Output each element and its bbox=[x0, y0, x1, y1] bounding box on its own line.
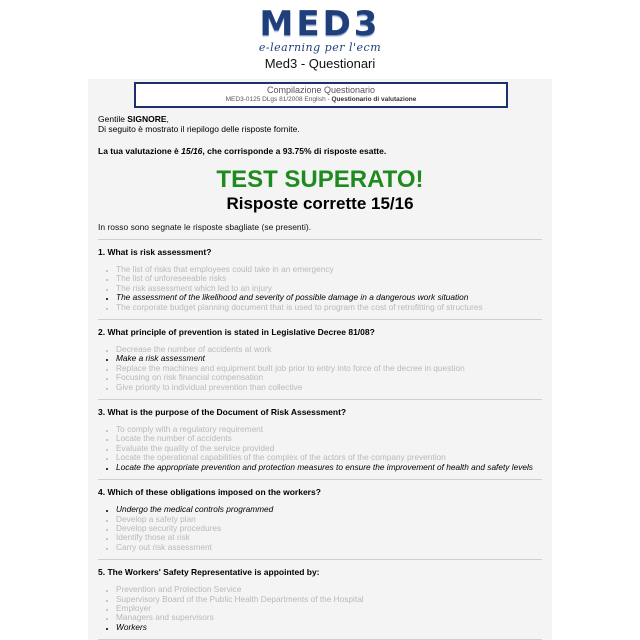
answer-selected: • Locate the appropriate prevention and protection measures to ensure the improvement of health and safety levels bbox=[116, 463, 542, 472]
answer-option: • To comply with a regulatory requirement bbox=[116, 425, 542, 434]
questions-list bbox=[98, 247, 542, 640]
header-course: MED3-0125 DLgs 81/2008 English - bbox=[225, 96, 332, 103]
header-title: Compilazione Questionario bbox=[266, 85, 376, 95]
answer-option: • Evaluate the quality of the service provided bbox=[116, 444, 542, 453]
med3-logo bbox=[0, 6, 640, 54]
answer-option: • Supervisory Board of the Public Health Departments of the Hospital bbox=[116, 595, 542, 604]
legend-note: In rosso sono segnate le risposte sbagliate (se presenti). bbox=[98, 222, 312, 232]
answer-option: • Locate the operational capabilities of the complex of the actors of the company prevention bbox=[116, 453, 542, 462]
question-block bbox=[98, 407, 542, 480]
results-panel bbox=[88, 79, 552, 640]
answer-option: • The corporate budget planning document that is used to program the cost of retrofitting of structures bbox=[116, 303, 542, 312]
answer-option: • Replace the machines and equipment built job prior to entry into force of the decree in question bbox=[116, 364, 542, 373]
answer-option: • The list of unforeseeable risks bbox=[116, 274, 542, 283]
answer-option: • Decrease the number of accidents at work bbox=[116, 345, 542, 354]
divider bbox=[98, 239, 542, 240]
answer-list bbox=[98, 505, 542, 552]
answer-list bbox=[98, 425, 542, 472]
answer-option: • Managers and supervisors bbox=[116, 613, 542, 622]
answer-selected: • Workers bbox=[116, 623, 542, 632]
answer-selected: • The assessment of the likelihood and severity of possible damage in a dangerous work situation bbox=[116, 293, 542, 302]
answer-selected: • Undergo the medical controls programmed bbox=[116, 505, 542, 514]
greeting-name: SIGNORE bbox=[127, 114, 167, 124]
header-subtitle bbox=[136, 96, 506, 104]
score-prefix: La tua valutazione è bbox=[98, 146, 182, 156]
answer-option: • Employer bbox=[116, 604, 542, 613]
score-suffix: , che corrisponde a 93.75% di risposte esatte. bbox=[202, 146, 387, 156]
logo-tagline: e-learning per l'ecm bbox=[258, 41, 382, 54]
logo-main-text: MED3 bbox=[259, 4, 381, 44]
question-block bbox=[98, 567, 542, 640]
answer-option: • Develop security procedures bbox=[116, 524, 542, 533]
result-subtitle: Risposte corrette 15/16 bbox=[226, 194, 414, 213]
score-line bbox=[98, 146, 542, 156]
results-content bbox=[98, 114, 542, 640]
answer-list bbox=[98, 345, 542, 392]
greeting-summary: Di seguito è mostrato il riepilogo delle risposte fornite. bbox=[98, 124, 300, 134]
question-text: 2. What principle of prevention is stated in Legislative Decree 81/08? bbox=[98, 327, 375, 338]
answer-option: • Prevention and Protection Service bbox=[116, 585, 542, 594]
answer-list bbox=[98, 265, 542, 312]
question-block bbox=[98, 327, 542, 400]
question-text: 5. The Workers' Safety Representative is appointed by: bbox=[98, 567, 320, 578]
question-block bbox=[98, 487, 542, 560]
answer-selected: • Make a risk assessment bbox=[116, 354, 542, 363]
question-text: 4. Which of these obligations imposed on the workers? bbox=[98, 487, 321, 498]
header-section: Questionario di valutazione bbox=[331, 96, 417, 103]
question-text: 3. What is the purpose of the Document of Risk Assessment? bbox=[98, 407, 347, 418]
greeting-prefix: Gentile bbox=[98, 114, 128, 124]
answer-option: • Locate the number of accidents bbox=[116, 434, 542, 443]
answer-option: • Give priority to individual prevention than collective bbox=[116, 383, 542, 392]
answer-option: • The risk assessment which led to an injury bbox=[116, 284, 542, 293]
divider bbox=[98, 479, 542, 480]
divider bbox=[98, 319, 542, 320]
divider bbox=[98, 399, 542, 400]
page-title: Med3 - Questionari bbox=[264, 56, 376, 71]
answer-option: • Carry out risk assessment bbox=[116, 543, 542, 552]
divider bbox=[98, 559, 542, 560]
questionnaire-header bbox=[134, 82, 508, 108]
greeting-suffix: , bbox=[166, 114, 169, 124]
greeting bbox=[98, 114, 542, 134]
score-value: 15/16 bbox=[181, 146, 203, 156]
question-block bbox=[98, 247, 542, 320]
answer-list bbox=[98, 585, 542, 632]
question-text: 1. What is risk assessment? bbox=[98, 247, 212, 257]
answer-option: • The list of risks that employees could take in an emergency bbox=[116, 265, 542, 274]
answer-option: • Identify those at risk bbox=[116, 533, 542, 542]
answer-option: • Focusing on risk financial compensation bbox=[116, 373, 542, 382]
answer-option: • Develop a safety plan bbox=[116, 515, 542, 524]
result-title: TEST SUPERATO! bbox=[216, 166, 424, 193]
